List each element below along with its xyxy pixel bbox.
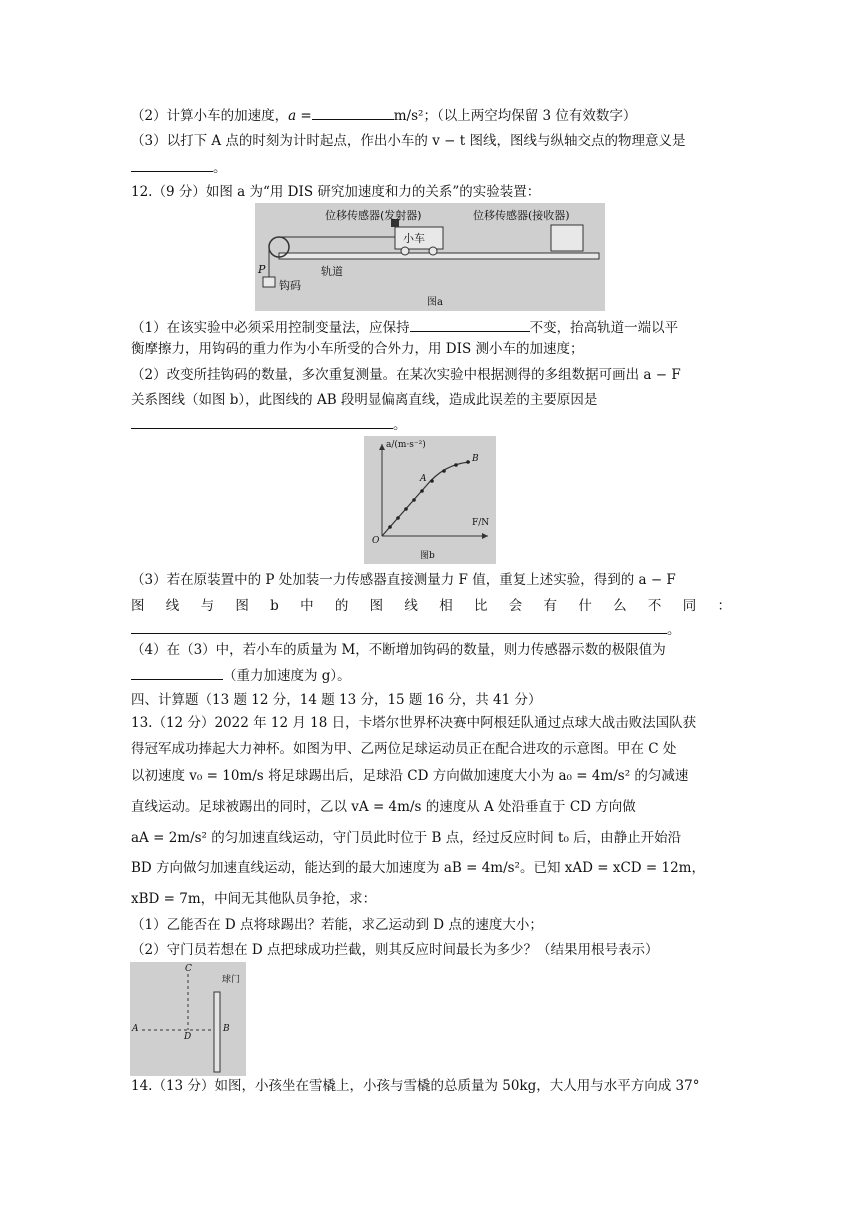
- q11-part2-unit: m/s²；（以上两空均保留 3 位有效数字）: [393, 108, 637, 124]
- q13-question2: （2）守门员若想在 D 点把球成功拦截，则其反应时间最长为多少？（结果用根号表示）: [131, 942, 659, 958]
- figure-a-caption: 图a: [427, 297, 443, 308]
- answer-blank[interactable]: [410, 317, 530, 332]
- point-b-label: B: [223, 1024, 230, 1034]
- q13-line5: aA = 2m/s² 的匀加速直线运动，守门员此时位于 B 点，经过反应时间 t₀ 后，由静止开始沿: [131, 830, 682, 846]
- q12-part1-line2: 衡摩擦力，用钩码的重力作为小车所受的合外力，用 DIS 测小车的加速度；: [131, 341, 584, 357]
- goal-label: 球门: [222, 975, 241, 985]
- answer-blank[interactable]: [131, 157, 213, 172]
- track-shape: [279, 253, 599, 259]
- goal-icon: [214, 992, 220, 1072]
- q11-part3-line2: [131, 157, 227, 178]
- q12-part4-text2: （重力加速度为 g）。: [223, 668, 351, 684]
- q12-part1-text2: 不变，抬高轨道一端以平: [529, 320, 679, 336]
- q12-intro: 12.（9 分）如图 a 为“用 DIS 研究加速度和力的关系”的实验装置：: [131, 184, 541, 200]
- label-p: P: [258, 263, 266, 276]
- label-emitter: 位移传感器(发射器): [325, 209, 422, 222]
- figure-b-caption: 图b: [420, 551, 435, 561]
- figure-a-apparatus: [255, 203, 605, 311]
- point-a-label: A: [132, 1024, 139, 1034]
- q13-line3: 以初速度 v₀ = 10m/s 将足球踢出后，足球沿 CD 方向做加速度大小为 a₀ = 4m/s² 的匀减速: [131, 768, 689, 784]
- q11-a-symbol: a =: [288, 108, 312, 124]
- label-receiver: 位移传感器(接收器): [473, 209, 570, 222]
- q13-question1: （1）乙能否在 D 点将球踢出？若能，求乙运动到 D 点的速度大小；: [131, 917, 543, 933]
- period: 。: [667, 622, 681, 638]
- q12-part2-line2: 关系图线（如图 b），此图线的 AB 段明显偏离直线，造成此误差的主要原因是: [131, 392, 598, 408]
- receiver-icon: [551, 225, 583, 251]
- point-c-label: C: [185, 964, 192, 974]
- label-weight: 钩码: [279, 279, 301, 292]
- q12-part2: （2）改变所挂钩码的数量，多次重复测量。在某次实验中根据测得的多组数据可画出 a − F: [131, 367, 681, 383]
- point-d-label: D: [184, 1032, 192, 1042]
- q13-line7: xBD = 7m，中间无其他队员争抢，求：: [131, 891, 377, 907]
- period: 。: [393, 417, 407, 433]
- answer-blank[interactable]: [131, 414, 393, 429]
- label-cart: 小车: [403, 232, 425, 245]
- q12-part4-line2: [131, 665, 351, 686]
- y-axis-label: a/(m·s⁻²): [386, 440, 426, 450]
- q12-part1-text: （1）在该实验中必须采用控制变量法，应保持: [131, 320, 410, 336]
- weight-icon: [263, 277, 275, 287]
- q13-line6: BD 方向做匀加速直线运动，能达到的最大加速度为 aB = 4m/s²。已知 xAD = xCD = 12m，: [131, 860, 705, 876]
- label-track: 轨道: [321, 265, 343, 278]
- section-heading: 四、计算题（13 题 12 分，14 题 13 分，15 题 16 分，共 41 分）: [131, 692, 542, 708]
- x-axis-label: F/N: [472, 518, 490, 528]
- figure-b-graph: [364, 436, 496, 564]
- answer-blank[interactable]: [312, 105, 394, 120]
- point-a-label: A: [420, 474, 427, 484]
- q12-part4: （4）在（3）中，若小车的质量为 M，不断增加钩码的数量，则力传感器示数的极限值为: [131, 642, 666, 658]
- q13-line1: 13.（12 分）2022 年 12 月 18 日，卡塔尔世界杯决赛中阿根廷队通过点球大战击败法国队获: [131, 715, 697, 731]
- q14-line1: 14.（13 分）如图，小孩坐在雪橇上，小孩与雪橇的总质量为 50kg，大人用与水平方向成 37°: [131, 1078, 700, 1094]
- q12-part3-line3: [131, 619, 681, 640]
- figure-field-diagram: [130, 962, 246, 1076]
- q13-line4: 直线运动。足球被踢出的同时，乙以 vA = 4m/s 的速度从 A 处沿垂直于 CD 方向做: [131, 799, 636, 815]
- q12-part3: （3）若在原装置中的 P 处加装一力传感器直接测量力 F 值，重复上述实验，得到的 a − F: [131, 572, 676, 588]
- q13-line2: 得冠军成功捧起大力神杯。如图为甲、乙两位足球运动员正在配合进攻的示意图。甲在 C 处: [131, 741, 677, 757]
- answer-blank[interactable]: [131, 619, 667, 634]
- q11-part2: [131, 105, 636, 126]
- answer-blank[interactable]: [131, 665, 223, 680]
- q12-part3-line2: 图 线 与 图 b 中 的 图 线 相 比 会 有 什 么 不 同 ：: [131, 598, 731, 614]
- point-b-label: B: [472, 454, 479, 464]
- period: 。: [213, 160, 227, 176]
- origin-label: O: [372, 536, 380, 546]
- q12-part2-line3: [131, 414, 407, 435]
- q12-part1: [131, 317, 678, 338]
- q11-part3: （3）以打下 A 点的时刻为计时起点，作出小车的 v − t 图线，图线与纵轴交点的物理意义是: [131, 133, 686, 149]
- q11-part2-text: （2）计算小车的加速度，: [131, 108, 289, 124]
